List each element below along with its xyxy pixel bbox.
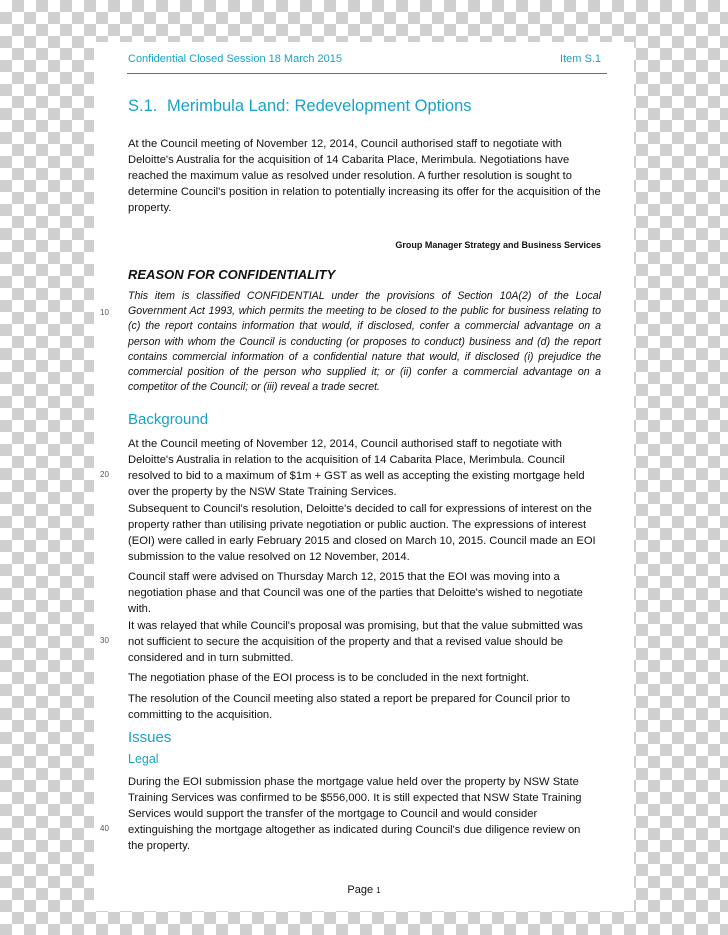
background-paragraph: At the Council meeting of November 12, 2014, Council authorised staff to negotiate with Deloitte's Australia in relation to the acquisition of 14 Cabarita Place, Merimbula. Council resolved to bid to a maximum of $1m + GST as well as accepting the existing mortgage held over the property by the NSW State Training Services. xyxy=(128,438,585,498)
author-attribution: Group Manager Strategy and Business Services xyxy=(395,240,601,250)
background-paragraph: Subsequent to Council's resolution, Deloitte's decided to call for expressions of interest on the property rather than utilising private negotiation or public auction. The expressions of interest (EOI) were called in early February 2015 and closed on March 10, 2015. Council made an EOI submission to the value resolved on 12 November, 2014. xyxy=(128,503,596,563)
background-paragraph: The negotiation phase of the EOI process is to be concluded in the next fortnight. xyxy=(128,672,530,684)
background-heading: Background xyxy=(128,411,209,428)
page-footer xyxy=(0,884,728,896)
issues-heading: Issues xyxy=(128,729,172,746)
reason-paragraph: This item is classified CONFIDENTIAL under the provisions of Section 10A(2) of the Local Government Act 1993, which permits the meeting to be closed to the public for business relating to (c) the report contains information that would, if disclosed, confer a commercial advantage on a person with whom the Council is conducting (or proposes to conduct) business and (d) the report contains commercial information of a confidential nature that would, if disclosed (i) prejudice the commercial position of the person who supplied it; or (ii) confer a commercial advantage on a competitor of the Council; or (iii) reveal a trade secret. xyxy=(128,290,601,394)
line-number: 20 xyxy=(100,470,109,479)
legal-subheading: Legal xyxy=(128,752,159,766)
header-item-number: Item S.1 xyxy=(560,53,601,65)
intro-paragraph: At the Council meeting of November 12, 2014, Council authorised staff to negotiate with Deloitte's Australia for the acquisition of 14 Cabarita Place, Merimbula. Negotiations have reached the maximum value as resolved under resolution. A further resolution is sought to determine Council's position in relation to potentially increasing its offer for the acquisition of the property. xyxy=(128,138,601,214)
report-title-text: Merimbula Land: Redevelopment Options xyxy=(167,97,472,115)
page-number: 1 xyxy=(376,886,381,895)
line-number: 10 xyxy=(100,308,109,317)
legal-paragraph: During the EOI submission phase the mortgage value held over the property by NSW State Training Services was confirmed to be $556,000. It is still expected that NSW State Training Services would support the transfer of the mortgage to Council and would consider extinguishing the mortgage altogether as indicated during Council's due diligence review on the property. xyxy=(128,776,582,852)
line-number: 30 xyxy=(100,636,109,645)
header-session-title: Confidential Closed Session 18 March 2015 xyxy=(128,53,343,65)
line-number: 40 xyxy=(100,824,109,833)
reason-heading: REASON FOR CONFIDENTIALITY xyxy=(128,267,336,282)
page-label: Page xyxy=(347,884,374,896)
report-title xyxy=(128,97,472,116)
background-paragraph: The resolution of the Council meeting also stated a report be prepared for Council prior to committing to the acquisition. xyxy=(128,693,571,721)
header-divider xyxy=(127,73,607,74)
background-paragraph: Council staff were advised on Thursday March 12, 2015 that the EOI was moving into a negotiation phase and that Council was one of the parties that Deloitte's wished to negotiate with. xyxy=(128,571,583,615)
report-title-number: S.1. xyxy=(128,97,158,115)
background-paragraph: It was relayed that while Council's proposal was promising, but that the value submitted was not sufficient to secure the acquisition of the property and that a revised value should be considered and in turn submitted. xyxy=(128,620,583,664)
